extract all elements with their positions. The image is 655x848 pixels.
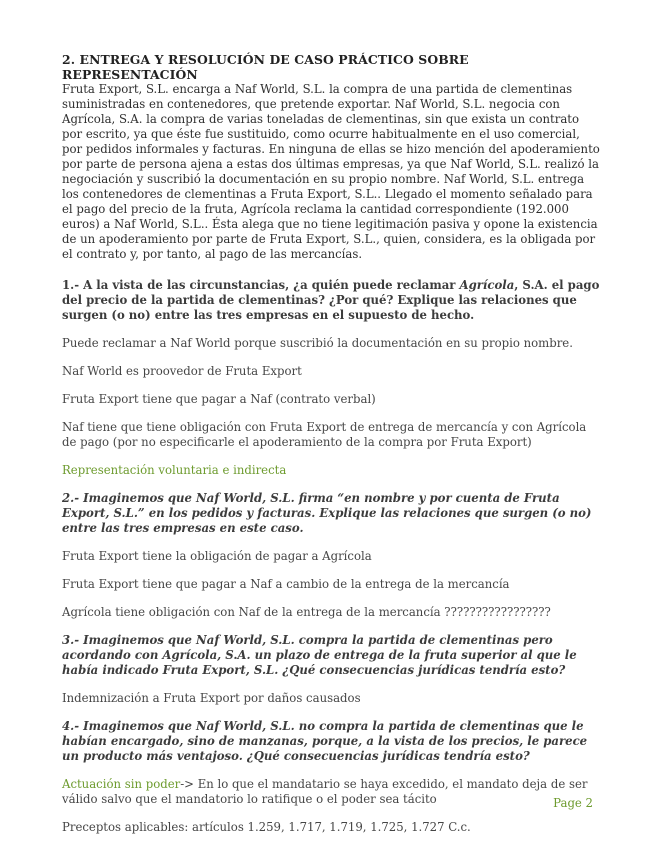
answer-1-line-3: Fruta Export tiene que pagar a Naf (contrato verbal): [62, 392, 376, 406]
answer-1-line-4: Naf tiene que tiene obligación con Fruta Export de entrega de mercancía y con Agrícola de pago (por no especificarle el apoderamiento de la compra por Fruta Export): [62, 420, 587, 449]
answer-4-text: -> En lo que el mandatario se haya excedido, el mandato deja de ser válido salvo que el mandatorio lo ratifique o el poder sea tácito: [62, 777, 588, 806]
question-1-text-a: 1.- A la vista de las circunstancias, ¿a quién puede reclamar: [62, 278, 460, 292]
answer-2-line-2: Fruta Export tiene que pagar a Naf a cambio de la entrega de la mercancía: [62, 577, 510, 591]
question-1-text-b: , S.A. el pago del precio de la partida de clementinas? ¿Por qué? Explique las relaciones que surgen (o no) entre las tres empresas en el supuesto de hecho.: [62, 278, 600, 322]
answer-4-highlight: Actuación sin poder: [62, 777, 181, 791]
case-statement: Fruta Export, S.L. encarga a Naf World, S.L. la compra de una partida de clementinas suministradas en contenedores, que pretende exportar. Naf World, S.L. negocia con Agrícola, S.A. la compra de varias toneladas de clementinas, sin que exista un contrato por escrito, ya que éste fue sustituido, como ocurre habitualmente en el uso comercial, por pedidos informales y facturas. En ninguna de ellas se hizo mención del apoderamiento por parte de persona ajena a estas dos últimas empresas, ya que Naf World, S.L. realizó la negociación y suscribió la documentación en su propio nombre. Naf World, S.L. entrega los contenedores de clementinas a Fruta Export, S.L.. Llegado el momento señalado para el pago del precio de la fruta, Agrícola reclama la cantidad correspondiente (192.000 euros) a Naf World, S.L.. Ésta alega que no tiene legitimación pasiva y opone la existencia de un apoderamiento por parte de Fruta Export, S.L., quien, considera, es la obligada por el contrato y, por tanto, al pago de las mercancías.: [62, 82, 600, 261]
answer-3: Indemnización a Fruta Export por daños causados: [62, 691, 361, 705]
page-content: [62, 52, 602, 835]
page-number: Page 2: [553, 796, 593, 810]
question-3: 3.- Imaginemos que Naf World, S.L. compra la partida de clementinas pero acordando con Agrícola, S.A. un plazo de entrega de la fruta superior al que le había indicado Fruta Export, S.L. ¿Qué consecuencias jurídicas tendría esto?: [62, 633, 577, 677]
answer-1-line-1: Puede reclamar a Naf World porque suscribió la documentación en su propio nombre.: [62, 336, 573, 350]
answer-1-line-2: Naf World es proovedor de Fruta Export: [62, 364, 302, 378]
question-1-italic: Agrícola: [459, 278, 515, 292]
answer-1-conclusion: Representación voluntaria e indirecta: [62, 463, 287, 477]
question-4: 4.- Imaginemos que Naf World, S.L. no compra la partida de clementinas que le habían encargado, sino de manzanas, porque, a la vista de los precios, le parece un producto más ventajoso. ¿Qué consecuencias jurídicas tendría esto?: [62, 719, 588, 763]
answer-2-line-1: Fruta Export tiene la obligación de pagar a Agrícola: [62, 549, 372, 563]
question-2: 2.- Imaginemos que Naf World, S.L. firma “en nombre y por cuenta de Fruta Export, S.L.” en los pedidos y facturas. Explique las relaciones que surgen (o no) entre las tres empresas en este caso.: [62, 491, 592, 535]
question-1: [62, 278, 602, 323]
section-title: 2. ENTREGA Y RESOLUCIÓN DE CASO PRÁCTICO SOBRE REPRESENTACIÓN: [62, 52, 469, 82]
answer-4: [62, 777, 602, 807]
answer-4-precepts: Preceptos aplicables: artículos 1.259, 1.717, 1.719, 1.725, 1.727 C.c.: [62, 820, 471, 834]
answer-2-line-3: Agrícola tiene obligación con Naf de la entrega de la mercancía ?????????????????: [62, 605, 551, 619]
